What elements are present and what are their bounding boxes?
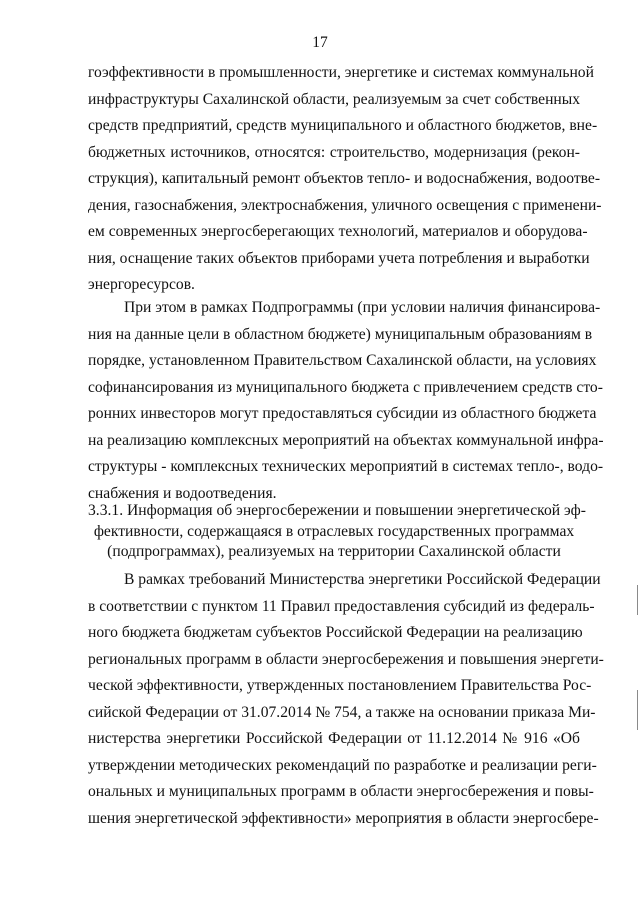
text-line: сийской Федерации от 31.07.2014 № 754, а также на основании приказа Ми- bbox=[88, 703, 596, 721]
text-line: При этом в рамках Подпрограммы (при условии наличия финансирова- bbox=[124, 299, 601, 316]
text-line: энергоресурсов. bbox=[88, 276, 195, 293]
text-line: шения энергетической эффективности» мероприятия в области энергосбере- bbox=[88, 809, 599, 827]
text-line: В рамках требований Министерства энергетики Российской Федерации bbox=[124, 571, 601, 588]
text-line: ческой эффективности, утвержденных постановлением Правительства Рос- bbox=[88, 677, 592, 694]
text-line: ем современных энергосберегающих технологий, материалов и оборудова- bbox=[88, 223, 588, 240]
scan-edge-mark bbox=[637, 690, 638, 730]
text-line: структуры - комплексных технических мероприятий в системах тепло-, водо- bbox=[88, 458, 604, 475]
text-line: ональных и муниципальных программ в области энергосбережения и повы- bbox=[88, 783, 594, 800]
text-line: ронних инвесторов могут предоставляться субсидии из областного бюджета bbox=[88, 405, 597, 422]
text-line: софинансирования из муниципального бюджета с привлечением средств сто- bbox=[88, 378, 603, 396]
text-line: бюджетных источников, относятся: строительство, модернизация (рекон- bbox=[88, 143, 580, 161]
paragraph-1 bbox=[88, 60, 602, 299]
text-line: снабжения и водоотведения. bbox=[88, 484, 277, 502]
text-line: ного бюджета бюджетам субъектов Российской Федерации на реализацию bbox=[88, 624, 583, 641]
page-number: 17 bbox=[312, 34, 328, 51]
text-line: инфраструктуры Сахалинской области, реализуемым за счет собственных bbox=[88, 90, 581, 108]
text-line: дения, газоснабжения, электроснабжения, уличного освещения с применени- bbox=[88, 196, 602, 214]
text-line: в соответствии с пунктом 11 Правил предоставления субсидий из федераль- bbox=[88, 597, 595, 615]
heading-line: (подпрограммах), реализуемых на территории Сахалинской области bbox=[107, 543, 561, 560]
heading-line: 3.3.1. Информация об энергосбережении и повышении энергетической эф- bbox=[88, 502, 586, 519]
text-line: утверждении методических рекомендаций по разработке и реализации реги- bbox=[88, 756, 597, 774]
scan-edge-mark bbox=[637, 585, 638, 615]
section-heading bbox=[88, 501, 586, 563]
text-line: на реализацию комплексных мероприятий на объектах коммунальной инфра- bbox=[88, 431, 604, 449]
text-line: струкция), капитальный ремонт объектов тепло- и водоснабжения, водоотве- bbox=[88, 170, 601, 187]
paragraph-2 bbox=[88, 295, 604, 507]
text-line: региональных программ в области энергосбережения и повышения энергети- bbox=[88, 650, 604, 668]
text-line: гоэффективности в промышленности, энергетике и системах коммунальной bbox=[88, 64, 594, 81]
text-line: ния, оснащение таких объектов приборами учета потребления и выработки bbox=[88, 249, 590, 267]
text-line: ния на данные цели в областном бюджете) муниципальным образованиям в bbox=[88, 325, 593, 343]
text-line: средств предприятий, средств муниципального и областного бюджетов, вне- bbox=[88, 117, 598, 134]
text-line: порядке, установленном Правительством Сахалинской области, на условиях bbox=[88, 352, 597, 369]
text-line: нистерства энергетики Российской Федерации от 11.12.2014 № 916 «Об bbox=[88, 730, 580, 747]
heading-line: фективности, содержащаяся в отраслевых государственных программах bbox=[93, 522, 575, 540]
paragraph-3 bbox=[88, 567, 604, 832]
